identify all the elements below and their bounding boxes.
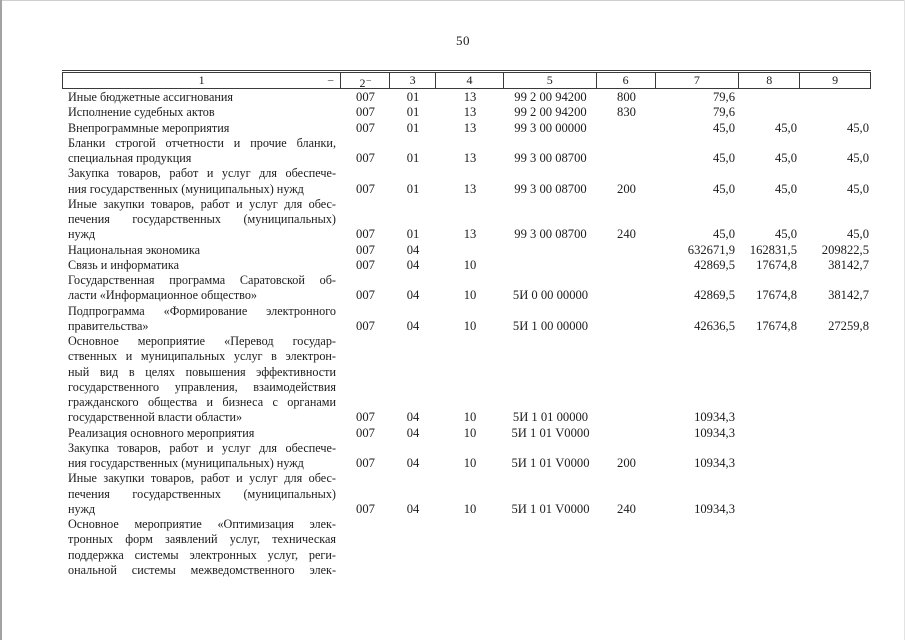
cell-c7: 632671,9	[687, 242, 735, 257]
row-label-line: тронных форм заявлений услуг, техническая	[68, 532, 336, 547]
row-label-line: специальная продукция	[68, 151, 192, 165]
row-label-line: Иные закупки товаров, работ и услуг для обес-	[68, 196, 336, 211]
table-row	[62, 426, 871, 441]
cell-c7: 45,0	[712, 227, 735, 242]
cell-c7: 10934,3	[694, 501, 735, 516]
cell-c9: 45,0	[846, 227, 869, 242]
cell-c3: 04	[406, 410, 420, 425]
column-header-c8	[739, 73, 800, 88]
cell-c9: 38142,7	[828, 288, 869, 303]
cell-c9: 45,0	[846, 181, 869, 196]
row-label-line: Иные бюджетные ассигнования	[68, 90, 234, 104]
cell-c7: 42636,5	[694, 318, 735, 333]
row-label-line: Подпрограмма «Формирование электронного	[68, 303, 336, 318]
cell-c2: 007	[356, 318, 375, 333]
cell-c2: 007	[356, 288, 375, 303]
cell-c3: 01	[406, 181, 420, 196]
table-row	[62, 243, 871, 258]
column-header-label: 9	[832, 73, 839, 87]
row-label-line: Внепрограммные мероприятия	[68, 120, 230, 135]
cell-c3: 01	[406, 90, 420, 104]
cell-c5: 99 3 00 08700	[514, 181, 587, 196]
column-header-label: 8	[766, 73, 773, 87]
row-label-line: ный вид в целях повышения эффективности	[68, 364, 336, 379]
cell-c8: 162831,5	[749, 242, 797, 257]
cell-c5: 99 3 00 08700	[514, 227, 587, 242]
column-header-c5	[504, 73, 597, 88]
cell-label	[62, 197, 341, 243]
cell-c4: 13	[463, 105, 477, 120]
cell-c2: 007	[356, 227, 375, 242]
cell-c5: 5И 1 01 V0000	[511, 501, 590, 516]
column-header-c7	[656, 73, 740, 88]
cell-c5: 99 3 00 00000	[514, 120, 587, 135]
cell-c9: 27259,8	[828, 318, 869, 333]
cell-label	[62, 121, 341, 136]
table-row	[62, 441, 871, 472]
row-label-line: Государственная программа Саратовской об-	[68, 273, 336, 287]
row-label-line: ния государственных (муниципальных) нужд	[68, 181, 304, 196]
cell-c7: 45,0	[712, 181, 735, 196]
cell-label	[62, 258, 341, 273]
table-row	[62, 471, 871, 517]
cell-c2: 007	[356, 242, 375, 257]
row-label-line: нужд	[68, 501, 96, 516]
cell-c5: 5И 0 00 00000	[512, 288, 589, 303]
cell-label	[62, 105, 341, 120]
table-row	[62, 517, 871, 578]
cell-c2: 007	[356, 151, 375, 165]
cell-c5: 5И 1 01 00000	[512, 410, 589, 425]
row-label-line: поддержка системы электронных услуг, реги-	[68, 547, 336, 562]
table-row	[62, 136, 871, 167]
row-label-line: нужд	[68, 227, 96, 242]
table-row	[62, 166, 871, 197]
table-row	[62, 105, 871, 120]
cell-c7: 45,0	[712, 120, 735, 135]
cell-c8: 45,0	[774, 227, 797, 242]
cell-label	[62, 304, 341, 335]
scan-edge-top	[0, 0, 905, 1]
column-header-label: 4	[466, 73, 473, 87]
cell-c2: 007	[356, 410, 375, 425]
column-header-label: 6	[622, 73, 629, 87]
cell-c3: 04	[406, 425, 420, 440]
cell-c8: 45,0	[774, 151, 797, 165]
cell-label	[62, 471, 341, 517]
cell-label	[62, 136, 341, 167]
table-row	[62, 304, 871, 335]
cell-c5: 99 2 00 94200	[514, 90, 587, 104]
column-header-c4	[436, 73, 504, 88]
column-header-label: 2	[359, 76, 366, 90]
cell-c4: 13	[463, 151, 477, 165]
cell-label	[62, 166, 341, 197]
cell-c9: 45,0	[846, 151, 869, 165]
cell-label	[62, 243, 341, 258]
table-row	[62, 334, 871, 426]
row-label-line: Исполнение судебных актов	[68, 105, 215, 120]
column-header-c2	[341, 73, 390, 88]
cell-c7: 10934,3	[694, 456, 735, 470]
header-superscript-dash: –	[366, 75, 371, 85]
cell-c3: 01	[406, 120, 420, 135]
header-stray-dash: –	[327, 74, 334, 86]
table-row	[62, 273, 871, 304]
page-number: 50	[456, 33, 470, 48]
cell-c9: 209822,5	[821, 242, 869, 257]
cell-c3: 04	[406, 257, 420, 272]
budget-table	[62, 70, 871, 578]
row-label-line: печения государственных (муниципальных)	[68, 212, 336, 226]
cell-c4: 10	[463, 257, 477, 272]
row-label-line: Бланки строгой отчетности и прочие бланки,	[68, 135, 336, 150]
row-label-line: Реализация основного мероприятия	[68, 425, 255, 440]
cell-c2: 007	[356, 120, 375, 135]
row-label-line: ния государственных (муниципальных) нужд	[68, 456, 304, 470]
cell-c2: 007	[356, 90, 375, 104]
table-row	[62, 90, 871, 105]
column-header-c6	[597, 73, 656, 88]
cell-label	[62, 334, 341, 426]
table-row	[62, 258, 871, 273]
column-header-label: 3	[409, 73, 416, 87]
cell-c4: 10	[463, 318, 477, 333]
cell-c7: 10934,3	[694, 425, 735, 440]
cell-c4: 13	[463, 120, 477, 135]
cell-c4: 10	[463, 288, 477, 303]
cell-c2: 007	[356, 456, 375, 470]
cell-c8: 45,0	[774, 181, 797, 196]
cell-c6: 200	[617, 456, 636, 470]
cell-c4: 10	[463, 501, 477, 516]
cell-c3: 04	[406, 318, 420, 333]
cell-label	[62, 441, 341, 472]
row-label-line: Основное мероприятие «Перевод государ-	[68, 334, 336, 348]
cell-c4: 10	[463, 410, 477, 425]
cell-c7: 45,0	[712, 151, 735, 165]
cell-c3: 04	[406, 242, 420, 257]
cell-label	[62, 90, 341, 105]
cell-c9: 45,0	[846, 120, 869, 135]
row-label-line: правительства»	[68, 318, 149, 333]
column-header-c9	[800, 73, 870, 88]
row-label-line: гражданского общества и бизнеса с органами	[68, 395, 336, 409]
row-label-line: ласти «Информационное общество»	[68, 288, 258, 303]
cell-c6: 240	[617, 501, 636, 516]
column-header-label: 1	[198, 73, 205, 87]
table-row	[62, 197, 871, 243]
row-label-line: ственных и муниципальных услуг в электрон-	[68, 349, 336, 364]
cell-c3: 01	[406, 151, 420, 165]
row-label-line: государственного управления, взаимодействия	[68, 379, 336, 394]
cell-c3: 04	[406, 288, 420, 303]
column-header-label: 5	[546, 73, 553, 87]
cell-c5: 5И 1 01 V0000	[511, 425, 590, 440]
cell-c5: 5И 1 00 00000	[512, 318, 589, 333]
cell-c7: 42869,5	[694, 257, 735, 272]
row-label-line: государственной власти области»	[68, 410, 243, 425]
cell-c5: 99 3 00 08700	[514, 151, 587, 165]
cell-label	[62, 426, 341, 441]
cell-c2: 007	[356, 181, 375, 196]
table-body	[62, 89, 871, 578]
cell-label	[62, 517, 341, 578]
cell-c4: 13	[463, 181, 477, 196]
cell-c7: 10934,3	[694, 410, 735, 425]
cell-c7: 79,6	[712, 105, 735, 120]
cell-c6: 200	[617, 181, 636, 196]
cell-c3: 04	[406, 456, 420, 470]
cell-c6: 830	[617, 105, 636, 120]
cell-c2: 007	[356, 105, 375, 120]
row-label-line: ональной системы межведомственного элек-	[68, 562, 336, 577]
column-header-label: 7	[693, 73, 700, 87]
cell-c5: 5И 1 01 V0000	[511, 456, 590, 470]
cell-c2: 007	[356, 425, 375, 440]
cell-c8: 45,0	[774, 120, 797, 135]
cell-c3: 01	[406, 105, 420, 120]
table-row	[62, 121, 871, 136]
row-label-line: Иные закупки товаров, работ и услуг для обес-	[68, 471, 336, 486]
cell-c8: 17674,8	[756, 288, 797, 303]
cell-c4: 13	[463, 227, 477, 242]
cell-c9: 38142,7	[828, 257, 869, 272]
cell-c8: 17674,8	[756, 257, 797, 272]
cell-c2: 007	[356, 257, 375, 272]
cell-c8: 17674,8	[756, 318, 797, 333]
cell-c4: 13	[463, 90, 477, 104]
cell-c6: 800	[617, 90, 636, 104]
scan-edge-left	[0, 0, 2, 640]
table-header-row	[62, 72, 871, 89]
cell-c2: 007	[356, 501, 375, 516]
cell-c5: 99 2 00 94200	[514, 105, 587, 120]
row-label-line: Национальная экономика	[68, 242, 201, 257]
row-label-line: Закупка товаров, работ и услуг для обеспече-	[68, 166, 336, 181]
cell-c6: 240	[617, 227, 636, 242]
cell-c7: 42869,5	[694, 288, 735, 303]
cell-label	[62, 273, 341, 304]
cell-c4: 10	[463, 425, 477, 440]
cell-c4: 10	[463, 456, 477, 470]
row-label-line: Закупка товаров, работ и услуг для обеспече-	[68, 440, 336, 455]
column-header-c1	[63, 73, 341, 88]
table-top-rule	[62, 70, 871, 71]
cell-c3: 04	[406, 501, 420, 516]
row-label-line: печения государственных (муниципальных)	[68, 486, 336, 501]
cell-c7: 79,6	[712, 90, 735, 104]
row-label-line: Основное мероприятие «Оптимизация элек-	[68, 517, 336, 531]
row-label-line: Связь и информатика	[68, 257, 179, 272]
column-header-c3	[390, 73, 436, 88]
cell-c3: 01	[406, 227, 420, 242]
